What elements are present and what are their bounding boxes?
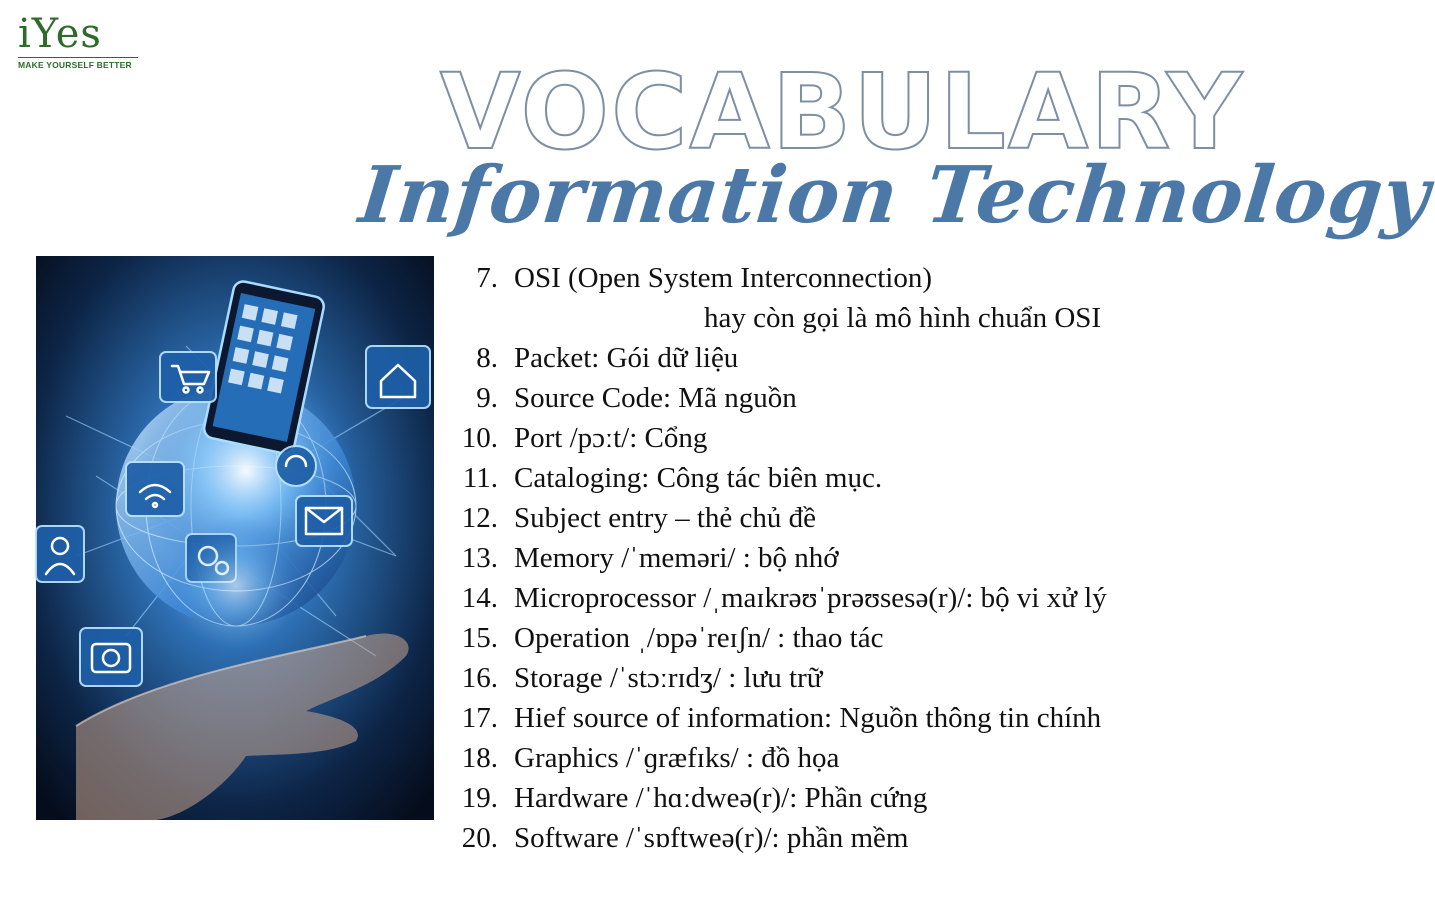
item-number: 19. bbox=[461, 782, 498, 814]
item-number: 13. bbox=[461, 542, 498, 574]
item-number: 11. bbox=[462, 462, 498, 494]
item-number: 14. bbox=[461, 582, 498, 614]
list-item bbox=[448, 658, 1198, 698]
logo bbox=[18, 11, 138, 70]
camera-icon bbox=[80, 628, 142, 686]
list-item bbox=[448, 338, 1198, 378]
page-subtitle: Information Technology bbox=[355, 150, 1435, 241]
list-item bbox=[448, 698, 1198, 738]
logo-tagline: MAKE YOURSELF BETTER bbox=[18, 57, 138, 70]
item-number: 16. bbox=[461, 662, 498, 694]
tech-illustration bbox=[36, 256, 434, 820]
item-text: Software /ˈsɒftweə(r)/: phần mềm bbox=[514, 822, 909, 854]
item-text: Subject entry – thẻ chủ đề bbox=[514, 502, 816, 534]
item-number: 17. bbox=[461, 702, 498, 734]
list-item bbox=[448, 458, 1198, 498]
item-number: 20. bbox=[461, 822, 498, 854]
item-text: Storage /ˈstɔːrɪdʒ/ : lưu trữ bbox=[514, 662, 823, 694]
list-item bbox=[448, 498, 1198, 538]
item-text: Port /pɔːt/: Cổng bbox=[514, 422, 708, 454]
item-text: Hardware /ˈhɑːdweə(r)/: Phần cứng bbox=[514, 782, 928, 814]
list-item bbox=[448, 618, 1198, 658]
vocabulary-list bbox=[448, 258, 1198, 858]
page-title: VOCABULARY bbox=[440, 51, 1245, 173]
list-item bbox=[448, 778, 1198, 818]
item-number: 10. bbox=[461, 422, 498, 454]
item-text: Hief source of information: Nguồn thông tin chính bbox=[514, 702, 1102, 734]
item-number: 18. bbox=[461, 742, 498, 774]
logo-mark: iYes bbox=[18, 11, 102, 57]
item-text: Memory /ˈmeməri/ : bộ nhớ bbox=[514, 542, 839, 574]
item-number: 12. bbox=[461, 502, 498, 534]
list-item bbox=[448, 538, 1198, 578]
list-item bbox=[448, 578, 1198, 618]
home-icon bbox=[366, 346, 430, 408]
item-text: OSI (Open System Interconnection) bbox=[514, 262, 932, 294]
item-text: Packet: Gói dữ liệu bbox=[514, 342, 739, 374]
list-item bbox=[448, 418, 1198, 458]
item-text-continuation: hay còn gọi là mô hình chuẩn OSI bbox=[704, 302, 1102, 334]
item-number: 9. bbox=[476, 382, 498, 414]
sync-icon bbox=[276, 446, 316, 486]
item-text: Cataloging: Công tác biên mục. bbox=[514, 462, 883, 494]
item-number: 7. bbox=[476, 262, 498, 294]
list-item bbox=[448, 258, 1198, 338]
item-number: 8. bbox=[476, 342, 498, 374]
item-text: Microprocessor /ˌmaɪkrəʊˈprəʊsesə(r)/: bộ vi xử lý bbox=[514, 582, 1107, 614]
item-text: Source Code: Mã nguồn bbox=[514, 382, 797, 414]
list-item bbox=[448, 818, 1198, 858]
list-item bbox=[448, 738, 1198, 778]
item-text: Operation ˌ/ɒpəˈreɪʃn/ : thao tác bbox=[514, 622, 884, 654]
list-item bbox=[448, 378, 1198, 418]
item-number: 15. bbox=[461, 622, 498, 654]
item-text: Graphics /ˈɡræfɪks/ : đồ họa bbox=[514, 742, 840, 774]
